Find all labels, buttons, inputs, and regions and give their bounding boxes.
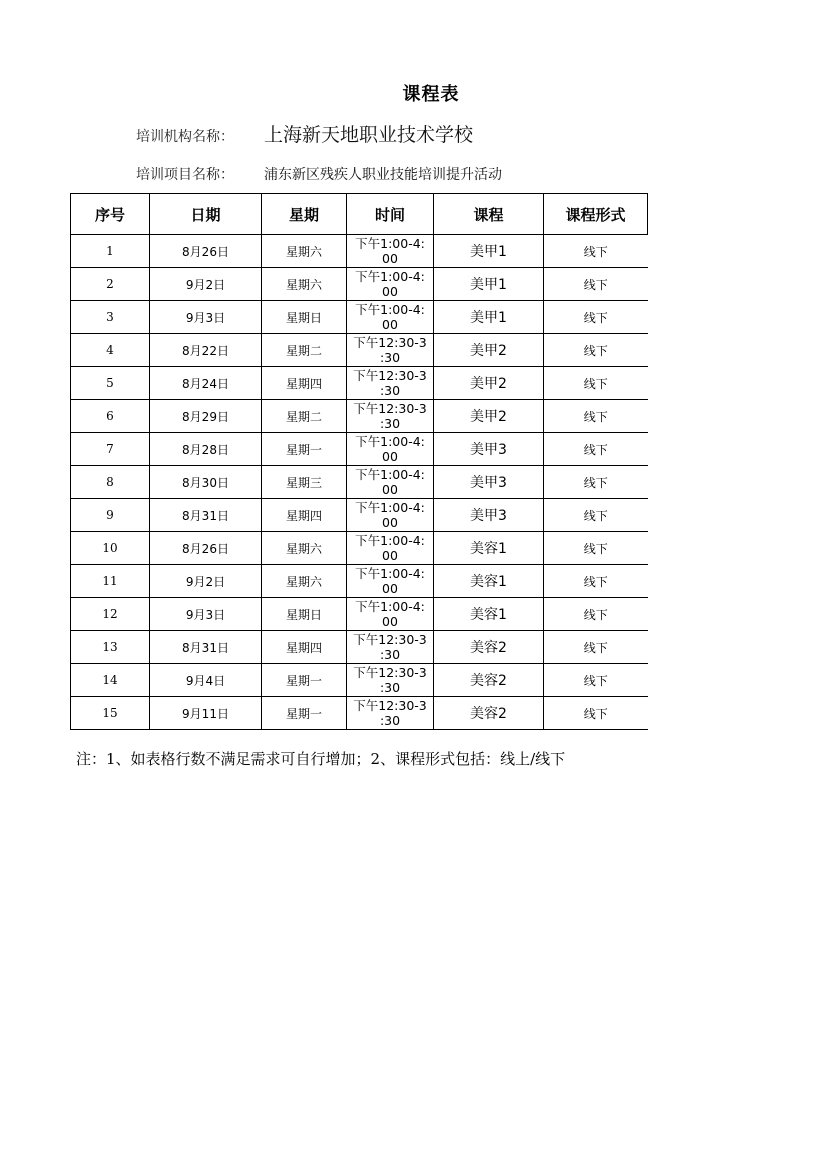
- table-row: [71, 466, 648, 499]
- time-line-2: :30: [379, 713, 401, 728]
- cell-time: [347, 235, 434, 268]
- cell-index: 6: [71, 400, 150, 433]
- cell-course-form: 线下: [544, 697, 648, 730]
- cell-time: [347, 565, 434, 598]
- cell-date: 8月30日: [150, 466, 262, 499]
- cell-course: 美甲2: [434, 367, 544, 400]
- time-line-1: 下午1:00-4:: [355, 500, 425, 515]
- cell-course-form: 线下: [544, 466, 648, 499]
- cell-index: 7: [71, 433, 150, 466]
- cell-course-form: 线下: [544, 334, 648, 367]
- table-row: [71, 598, 648, 631]
- time-line-1: 下午12:30-3: [353, 335, 427, 350]
- time-line-1: 下午1:00-4:: [355, 599, 425, 614]
- cell-weekday: 星期一: [262, 433, 347, 466]
- cell-index: 4: [71, 334, 150, 367]
- cell-date: 8月22日: [150, 334, 262, 367]
- cell-time: [347, 631, 434, 664]
- time-line-1: 下午12:30-3: [353, 698, 427, 713]
- cell-index: 12: [71, 598, 150, 631]
- cell-course: 美甲2: [434, 334, 544, 367]
- time-line-2: :30: [379, 350, 401, 365]
- cell-date: 8月28日: [150, 433, 262, 466]
- time-line-2: :30: [379, 416, 401, 431]
- footnote: 注：1、如表格行数不满足需求可自行增加；2、课程形式包括：线上/线下: [76, 750, 566, 768]
- cell-course-form: 线下: [544, 367, 648, 400]
- cell-date: 8月29日: [150, 400, 262, 433]
- cell-weekday: 星期六: [262, 268, 347, 301]
- cell-index: 8: [71, 466, 150, 499]
- cell-index: 5: [71, 367, 150, 400]
- time-line-2: :30: [379, 383, 401, 398]
- cell-course: 美容1: [434, 565, 544, 598]
- cell-weekday: 星期一: [262, 697, 347, 730]
- cell-time: [347, 400, 434, 433]
- cell-date: 9月3日: [150, 598, 262, 631]
- cell-index: 2: [71, 268, 150, 301]
- cell-time: [347, 532, 434, 565]
- header-course-form: 课程形式: [544, 194, 648, 235]
- cell-date: 9月2日: [150, 565, 262, 598]
- cell-date: 9月2日: [150, 268, 262, 301]
- time-line-2: 00: [382, 251, 398, 266]
- time-line-1: 下午1:00-4:: [355, 269, 425, 284]
- table-row: [71, 301, 648, 334]
- cell-date: 8月26日: [150, 235, 262, 268]
- org-info: [136, 120, 473, 147]
- cell-course-form: 线下: [544, 400, 648, 433]
- cell-course-form: 线下: [544, 301, 648, 334]
- cell-course: 美甲1: [434, 301, 544, 334]
- cell-date: 8月31日: [150, 499, 262, 532]
- cell-weekday: 星期二: [262, 334, 347, 367]
- cell-course-form: 线下: [544, 565, 648, 598]
- cell-course: 美容2: [434, 631, 544, 664]
- time-line-2: :30: [379, 680, 401, 695]
- cell-time: [347, 301, 434, 334]
- table-row: [71, 268, 648, 301]
- time-line-2: 00: [382, 284, 398, 299]
- time-line-2: 00: [382, 482, 398, 497]
- cell-weekday: 星期四: [262, 499, 347, 532]
- table-row: [71, 433, 648, 466]
- project-name: 浦东新区残疾人职业技能培训提升活动: [264, 167, 502, 183]
- cell-course: 美容2: [434, 664, 544, 697]
- cell-index: 1: [71, 235, 150, 268]
- time-line-1: 下午1:00-4:: [355, 566, 425, 581]
- time-line-2: 00: [382, 515, 398, 530]
- cell-date: 8月31日: [150, 631, 262, 664]
- table-row: [71, 367, 648, 400]
- table-row: [71, 532, 648, 565]
- cell-course: 美容2: [434, 697, 544, 730]
- header-weekday: 星期: [262, 194, 347, 235]
- cell-time: [347, 466, 434, 499]
- table-row: [71, 334, 648, 367]
- header-index: 序号: [71, 194, 150, 235]
- cell-weekday: 星期四: [262, 631, 347, 664]
- time-line-2: 00: [382, 317, 398, 332]
- cell-course: 美甲3: [434, 433, 544, 466]
- schedule-body: [71, 235, 648, 730]
- table-row: [71, 235, 648, 268]
- time-line-1: 下午12:30-3: [353, 368, 427, 383]
- cell-date: 9月4日: [150, 664, 262, 697]
- cell-time: [347, 499, 434, 532]
- time-line-2: 00: [382, 548, 398, 563]
- cell-weekday: 星期四: [262, 367, 347, 400]
- cell-time: [347, 268, 434, 301]
- table-row: [71, 631, 648, 664]
- cell-course: 美容1: [434, 532, 544, 565]
- cell-course: 美容1: [434, 598, 544, 631]
- cell-date: 8月24日: [150, 367, 262, 400]
- time-line-1: 下午12:30-3: [353, 401, 427, 416]
- table-row: [71, 499, 648, 532]
- cell-course: 美甲3: [434, 499, 544, 532]
- cell-index: 14: [71, 664, 150, 697]
- cell-time: [347, 664, 434, 697]
- cell-index: 9: [71, 499, 150, 532]
- table-row: [71, 400, 648, 433]
- time-line-2: :30: [379, 647, 401, 662]
- cell-date: 9月11日: [150, 697, 262, 730]
- cell-time: [347, 334, 434, 367]
- schedule-table: [70, 193, 648, 730]
- org-name: 上海新天地职业技术学校: [264, 124, 474, 146]
- cell-course: 美甲1: [434, 235, 544, 268]
- cell-course-form: 线下: [544, 235, 648, 268]
- cell-time: [347, 697, 434, 730]
- cell-course-form: 线下: [544, 631, 648, 664]
- cell-course-form: 线下: [544, 532, 648, 565]
- time-line-1: 下午1:00-4:: [355, 533, 425, 548]
- cell-weekday: 星期六: [262, 565, 347, 598]
- time-line-1: 下午12:30-3: [353, 632, 427, 647]
- table-row: [71, 697, 648, 730]
- cell-course-form: 线下: [544, 499, 648, 532]
- cell-course-form: 线下: [544, 664, 648, 697]
- cell-course: 美甲3: [434, 466, 544, 499]
- table-row: [71, 565, 648, 598]
- cell-course: 美甲1: [434, 268, 544, 301]
- cell-course-form: 线下: [544, 268, 648, 301]
- project-info: [136, 164, 502, 184]
- page-title: 课程表: [402, 84, 460, 105]
- time-line-2: 00: [382, 449, 398, 464]
- cell-weekday: 星期日: [262, 598, 347, 631]
- cell-weekday: 星期二: [262, 400, 347, 433]
- cell-course-form: 线下: [544, 598, 648, 631]
- header-time: 时间: [347, 194, 434, 235]
- cell-index: 13: [71, 631, 150, 664]
- cell-time: [347, 433, 434, 466]
- cell-date: 9月3日: [150, 301, 262, 334]
- time-line-1: 下午12:30-3: [353, 665, 427, 680]
- cell-course: 美甲2: [434, 400, 544, 433]
- cell-time: [347, 598, 434, 631]
- cell-course-form: 线下: [544, 433, 648, 466]
- project-label: 培训项目名称：: [136, 167, 234, 183]
- cell-index: 3: [71, 301, 150, 334]
- cell-index: 15: [71, 697, 150, 730]
- table-header-row: [71, 194, 648, 235]
- time-line-2: 00: [382, 581, 398, 596]
- org-label: 培训机构名称：: [136, 129, 234, 145]
- header-course: 课程: [434, 194, 544, 235]
- table-row: [71, 664, 648, 697]
- cell-weekday: 星期三: [262, 466, 347, 499]
- time-line-2: 00: [382, 614, 398, 629]
- time-line-1: 下午1:00-4:: [355, 236, 425, 251]
- header-date: 日期: [150, 194, 262, 235]
- time-line-1: 下午1:00-4:: [355, 434, 425, 449]
- cell-index: 11: [71, 565, 150, 598]
- cell-weekday: 星期日: [262, 301, 347, 334]
- cell-date: 8月26日: [150, 532, 262, 565]
- cell-time: [347, 367, 434, 400]
- cell-weekday: 星期六: [262, 532, 347, 565]
- cell-weekday: 星期六: [262, 235, 347, 268]
- time-line-1: 下午1:00-4:: [355, 467, 425, 482]
- cell-weekday: 星期一: [262, 664, 347, 697]
- cell-index: 10: [71, 532, 150, 565]
- time-line-1: 下午1:00-4:: [355, 302, 425, 317]
